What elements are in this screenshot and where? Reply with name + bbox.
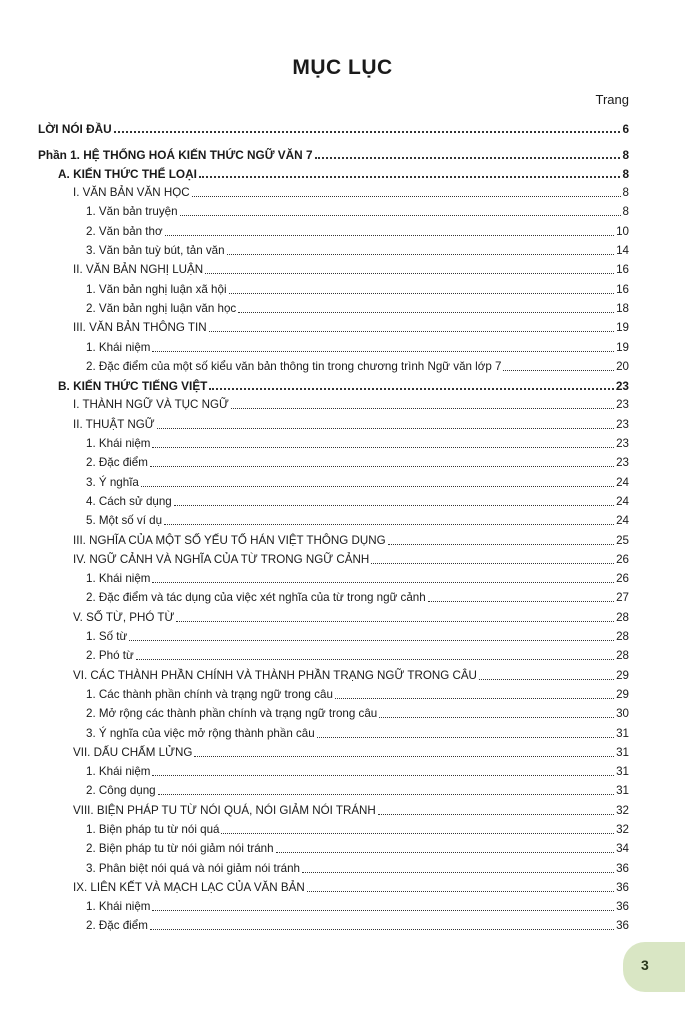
toc-entry-page: 16: [616, 282, 629, 296]
toc-entry-page: 20: [616, 359, 629, 373]
dot-leader: [379, 717, 614, 718]
toc-entry[interactable]: [0, 412, 685, 431]
dot-leader: [371, 563, 614, 564]
toc-entry[interactable]: [0, 586, 685, 605]
dot-leader: [199, 176, 621, 178]
dot-leader: [164, 524, 614, 525]
toc-entry[interactable]: [0, 856, 685, 875]
toc-entry[interactable]: [0, 181, 685, 200]
dot-leader: [192, 196, 621, 197]
toc-entry-page: 36: [616, 900, 629, 914]
toc-entry[interactable]: [0, 837, 685, 856]
toc-entry-label: 2. Mở rộng các thành phần chính và trạng ngữ trong câu: [86, 707, 378, 721]
toc-entry-page: 19: [616, 340, 629, 354]
toc-entry[interactable]: [0, 117, 685, 136]
toc-entry-page: 26: [616, 552, 629, 566]
toc-entry-page: 25: [616, 533, 629, 547]
toc-entry[interactable]: [0, 625, 685, 644]
dot-leader: [157, 428, 614, 429]
toc-entry[interactable]: [0, 451, 685, 470]
toc-entry[interactable]: [0, 162, 685, 181]
dot-leader: [165, 235, 615, 236]
toc-entry-label: II. THUẬT NGỮ: [73, 417, 155, 431]
dot-leader: [231, 408, 614, 409]
dot-leader: [209, 331, 615, 332]
toc-entry-page: 23: [616, 417, 629, 431]
toc-entry[interactable]: [0, 895, 685, 914]
toc-entry[interactable]: [0, 876, 685, 895]
dot-leader: [152, 582, 614, 583]
toc-entry-page: 31: [616, 726, 629, 740]
toc-entry-page: 14: [616, 244, 629, 258]
toc-entry[interactable]: [0, 142, 685, 161]
toc-entry-page: 24: [616, 514, 629, 528]
toc-entry-label: 1. Khái niệm: [86, 900, 151, 914]
dot-leader: [388, 544, 614, 545]
toc-entry-label: VII. DẤU CHẤM LỬNG: [73, 745, 193, 759]
dot-leader: [152, 447, 614, 448]
toc-entry-page: 34: [616, 842, 629, 856]
toc-entry[interactable]: [0, 335, 685, 354]
toc-entry[interactable]: [0, 200, 685, 219]
dot-leader: [302, 872, 614, 873]
toc-entry-label: VI. CÁC THÀNH PHẦN CHÍNH VÀ THÀNH PHẦN TRẠNG NGỮ TRONG CÂU: [73, 668, 477, 682]
toc-entry-page: 29: [616, 668, 629, 682]
toc-entry[interactable]: [0, 470, 685, 489]
toc-entry-page: 24: [616, 494, 629, 508]
dot-leader: [276, 852, 615, 853]
page-title: MỤC LỤC: [292, 56, 393, 79]
toc-entry-label: IX. LIÊN KẾT VÀ MẠCH LẠC CỦA VĂN BẢN: [73, 880, 305, 894]
dot-leader: [152, 775, 614, 776]
toc-entry-page: 32: [616, 803, 629, 817]
toc-entry-label: I. THÀNH NGỮ VÀ TỤC NGỮ: [73, 398, 229, 412]
toc-entry[interactable]: [0, 605, 685, 624]
toc-entry-label: 1. Khái niệm: [86, 572, 151, 586]
toc-entry-label: 3. Ý nghĩa: [86, 475, 139, 489]
toc-entry[interactable]: [0, 818, 685, 837]
toc-entry-label: 2. Đặc điểm của một số kiểu văn bản thông tin trong chương trình Ngữ văn lớp 7: [86, 359, 502, 373]
toc-entry-label: 1. Khái niệm: [86, 765, 151, 779]
toc-entry-page: 27: [616, 591, 629, 605]
toc-entry[interactable]: [0, 914, 685, 933]
toc-entry[interactable]: [0, 297, 685, 316]
toc-entry-label: 2. Phó từ: [86, 649, 134, 663]
toc-entry[interactable]: [0, 393, 685, 412]
toc-entry[interactable]: [0, 258, 685, 277]
toc-entry-label: 1. Văn bản truyện: [86, 205, 178, 219]
toc-entry-label: 1. Khái niệm: [86, 437, 151, 451]
dot-leader: [141, 486, 614, 487]
toc-entry[interactable]: [0, 509, 685, 528]
toc-entry-label: 5. Một số ví dụ: [86, 514, 163, 528]
toc-entry[interactable]: [0, 683, 685, 702]
toc-entry-label: Phần 1. HỆ THỐNG HOÁ KIẾN THỨC NGỮ VĂN 7: [38, 147, 313, 162]
dot-leader: [176, 621, 614, 622]
toc-entry[interactable]: [0, 741, 685, 760]
dot-leader: [317, 737, 614, 738]
dot-leader: [209, 388, 613, 390]
page-number: 3: [641, 957, 649, 973]
toc-entry-label: 1. Văn bản nghị luận xã hội: [86, 282, 227, 296]
dot-leader: [205, 273, 614, 274]
toc-entry-label: 2. Công dụng: [86, 784, 156, 798]
dot-leader: [428, 601, 614, 602]
toc-entry[interactable]: [0, 490, 685, 509]
toc-entry-page: 29: [616, 687, 629, 701]
dot-leader: [479, 679, 614, 680]
toc-entry-page: 16: [616, 263, 629, 277]
toc-entry[interactable]: [0, 567, 685, 586]
toc-entry-label: VIII. BIỆN PHÁP TU TỪ NÓI QUÁ, NÓI GIẢM NÓI TRÁNH: [73, 803, 376, 817]
toc-entry-label: 3. Văn bản tuỳ bút, tản văn: [86, 244, 225, 258]
toc-entry-label: 1. Số từ: [86, 630, 128, 644]
toc-entry[interactable]: [0, 548, 685, 567]
toc-entry-page: 23: [616, 398, 629, 412]
toc-entry-page: 26: [616, 572, 629, 586]
toc-entry[interactable]: [0, 760, 685, 779]
toc-entry-page: 8: [622, 186, 629, 200]
toc-entry[interactable]: [0, 663, 685, 682]
toc-entry-label: 4. Cách sử dụng: [86, 494, 172, 508]
toc-entry-page: 19: [616, 321, 629, 335]
toc-entry[interactable]: [0, 316, 685, 335]
dot-leader: [503, 370, 614, 371]
toc-entry[interactable]: [0, 374, 685, 393]
dot-leader: [136, 659, 614, 660]
dot-leader: [378, 814, 614, 815]
dot-leader: [227, 254, 615, 255]
toc-entry-page: 18: [616, 301, 629, 315]
dot-leader: [238, 312, 614, 313]
dot-leader: [335, 698, 614, 699]
page-column-label: Trang: [595, 92, 629, 107]
toc-entry[interactable]: [0, 277, 685, 296]
dot-leader: [229, 293, 615, 294]
toc-entry-label: 2. Biện pháp tu từ nói giảm nói tránh: [86, 842, 274, 856]
toc-entry-label: III. VĂN BẢN THÔNG TIN: [73, 321, 207, 335]
toc-entry-label: II. VĂN BẢN NGHỊ LUẬN: [73, 263, 204, 277]
toc-entry-label: LỜI NÓI ĐẦU: [38, 122, 112, 137]
toc-entry-label: 3. Ý nghĩa của việc mở rộng thành phần câu: [86, 726, 315, 740]
dot-leader: [152, 910, 614, 911]
toc-entry-page: 28: [616, 649, 629, 663]
toc-entry-label: V. SỐ TỪ, PHÓ TỪ: [73, 610, 175, 624]
toc-entry[interactable]: [0, 219, 685, 238]
dot-leader: [180, 215, 621, 216]
toc-entry[interactable]: [0, 528, 685, 547]
dot-leader: [221, 833, 614, 834]
toc-entry-page: 28: [616, 610, 629, 624]
dot-leader: [174, 505, 614, 506]
toc-entry-label: 2. Đặc điểm: [86, 919, 148, 933]
toc-entry-page: 23: [616, 456, 629, 470]
dot-leader: [194, 756, 614, 757]
toc-entry-label: 1. Biện pháp tu từ nói quá: [86, 822, 220, 836]
toc-entry-page: 31: [616, 784, 629, 798]
toc-entry-page: 24: [616, 475, 629, 489]
dot-leader: [114, 131, 621, 133]
toc-entry[interactable]: [0, 239, 685, 258]
toc-entry-label: 3. Phân biệt nói quá và nói giảm nói tránh: [86, 861, 300, 875]
toc-entry-label: B. KIẾN THỨC TIẾNG VIỆT: [58, 379, 208, 394]
toc-entry-label: 2. Đặc điểm và tác dụng của việc xét nghĩa của từ trong ngữ cảnh: [86, 591, 426, 605]
toc-entry-label: A. KIẾN THỨC THỂ LOẠI: [58, 166, 197, 181]
toc-entry[interactable]: [0, 779, 685, 798]
toc-entry[interactable]: [0, 721, 685, 740]
toc-entry-label: 1. Khái niệm: [86, 340, 151, 354]
dot-leader: [307, 891, 614, 892]
toc-entry-label: 1. Các thành phần chính và trạng ngữ trong câu: [86, 687, 333, 701]
toc-entry-page: 8: [622, 147, 629, 162]
toc-entry-page: 36: [616, 861, 629, 875]
toc-entry-page: 8: [622, 166, 629, 181]
toc-entry[interactable]: [0, 702, 685, 721]
toc-entry-page: 6: [622, 122, 629, 137]
toc-entry[interactable]: [0, 432, 685, 451]
toc-entry-label: IV. NGỮ CẢNH VÀ NGHĨA CỦA TỪ TRONG NGỮ CẢNH: [73, 552, 370, 566]
dot-leader: [315, 157, 621, 159]
toc-entry-page: 8: [622, 205, 629, 219]
dot-leader: [150, 466, 614, 467]
dot-leader: [152, 351, 614, 352]
toc-entry-page: 23: [615, 379, 629, 394]
toc-entry-page: 36: [616, 880, 629, 894]
dot-leader: [158, 794, 614, 795]
dot-leader: [150, 929, 614, 930]
toc-entry[interactable]: [0, 355, 685, 374]
toc-entry-page: 30: [616, 707, 629, 721]
toc-entry-page: 23: [616, 437, 629, 451]
toc-entry[interactable]: [0, 798, 685, 817]
toc-entry-label: 2. Văn bản nghị luận văn học: [86, 301, 237, 315]
toc-entry-page: 31: [616, 745, 629, 759]
toc-entry-label: 2. Đặc điểm: [86, 456, 148, 470]
toc-entry-label: I. VĂN BẢN VĂN HỌC: [73, 186, 190, 200]
table-of-contents: [0, 117, 685, 933]
toc-entry-page: 10: [616, 224, 629, 238]
toc-entry-label: 2. Văn bản thơ: [86, 224, 163, 238]
dot-leader: [129, 640, 614, 641]
toc-entry-page: 36: [616, 919, 629, 933]
toc-entry-page: 28: [616, 630, 629, 644]
toc-entry-label: III. NGHĨA CỦA MỘT SỐ YẾU TỐ HÁN VIỆT THÔNG DỤNG: [73, 533, 386, 547]
toc-entry[interactable]: [0, 644, 685, 663]
toc-entry-page: 32: [616, 822, 629, 836]
page-number-tab: [623, 942, 685, 992]
toc-entry-page: 31: [616, 765, 629, 779]
